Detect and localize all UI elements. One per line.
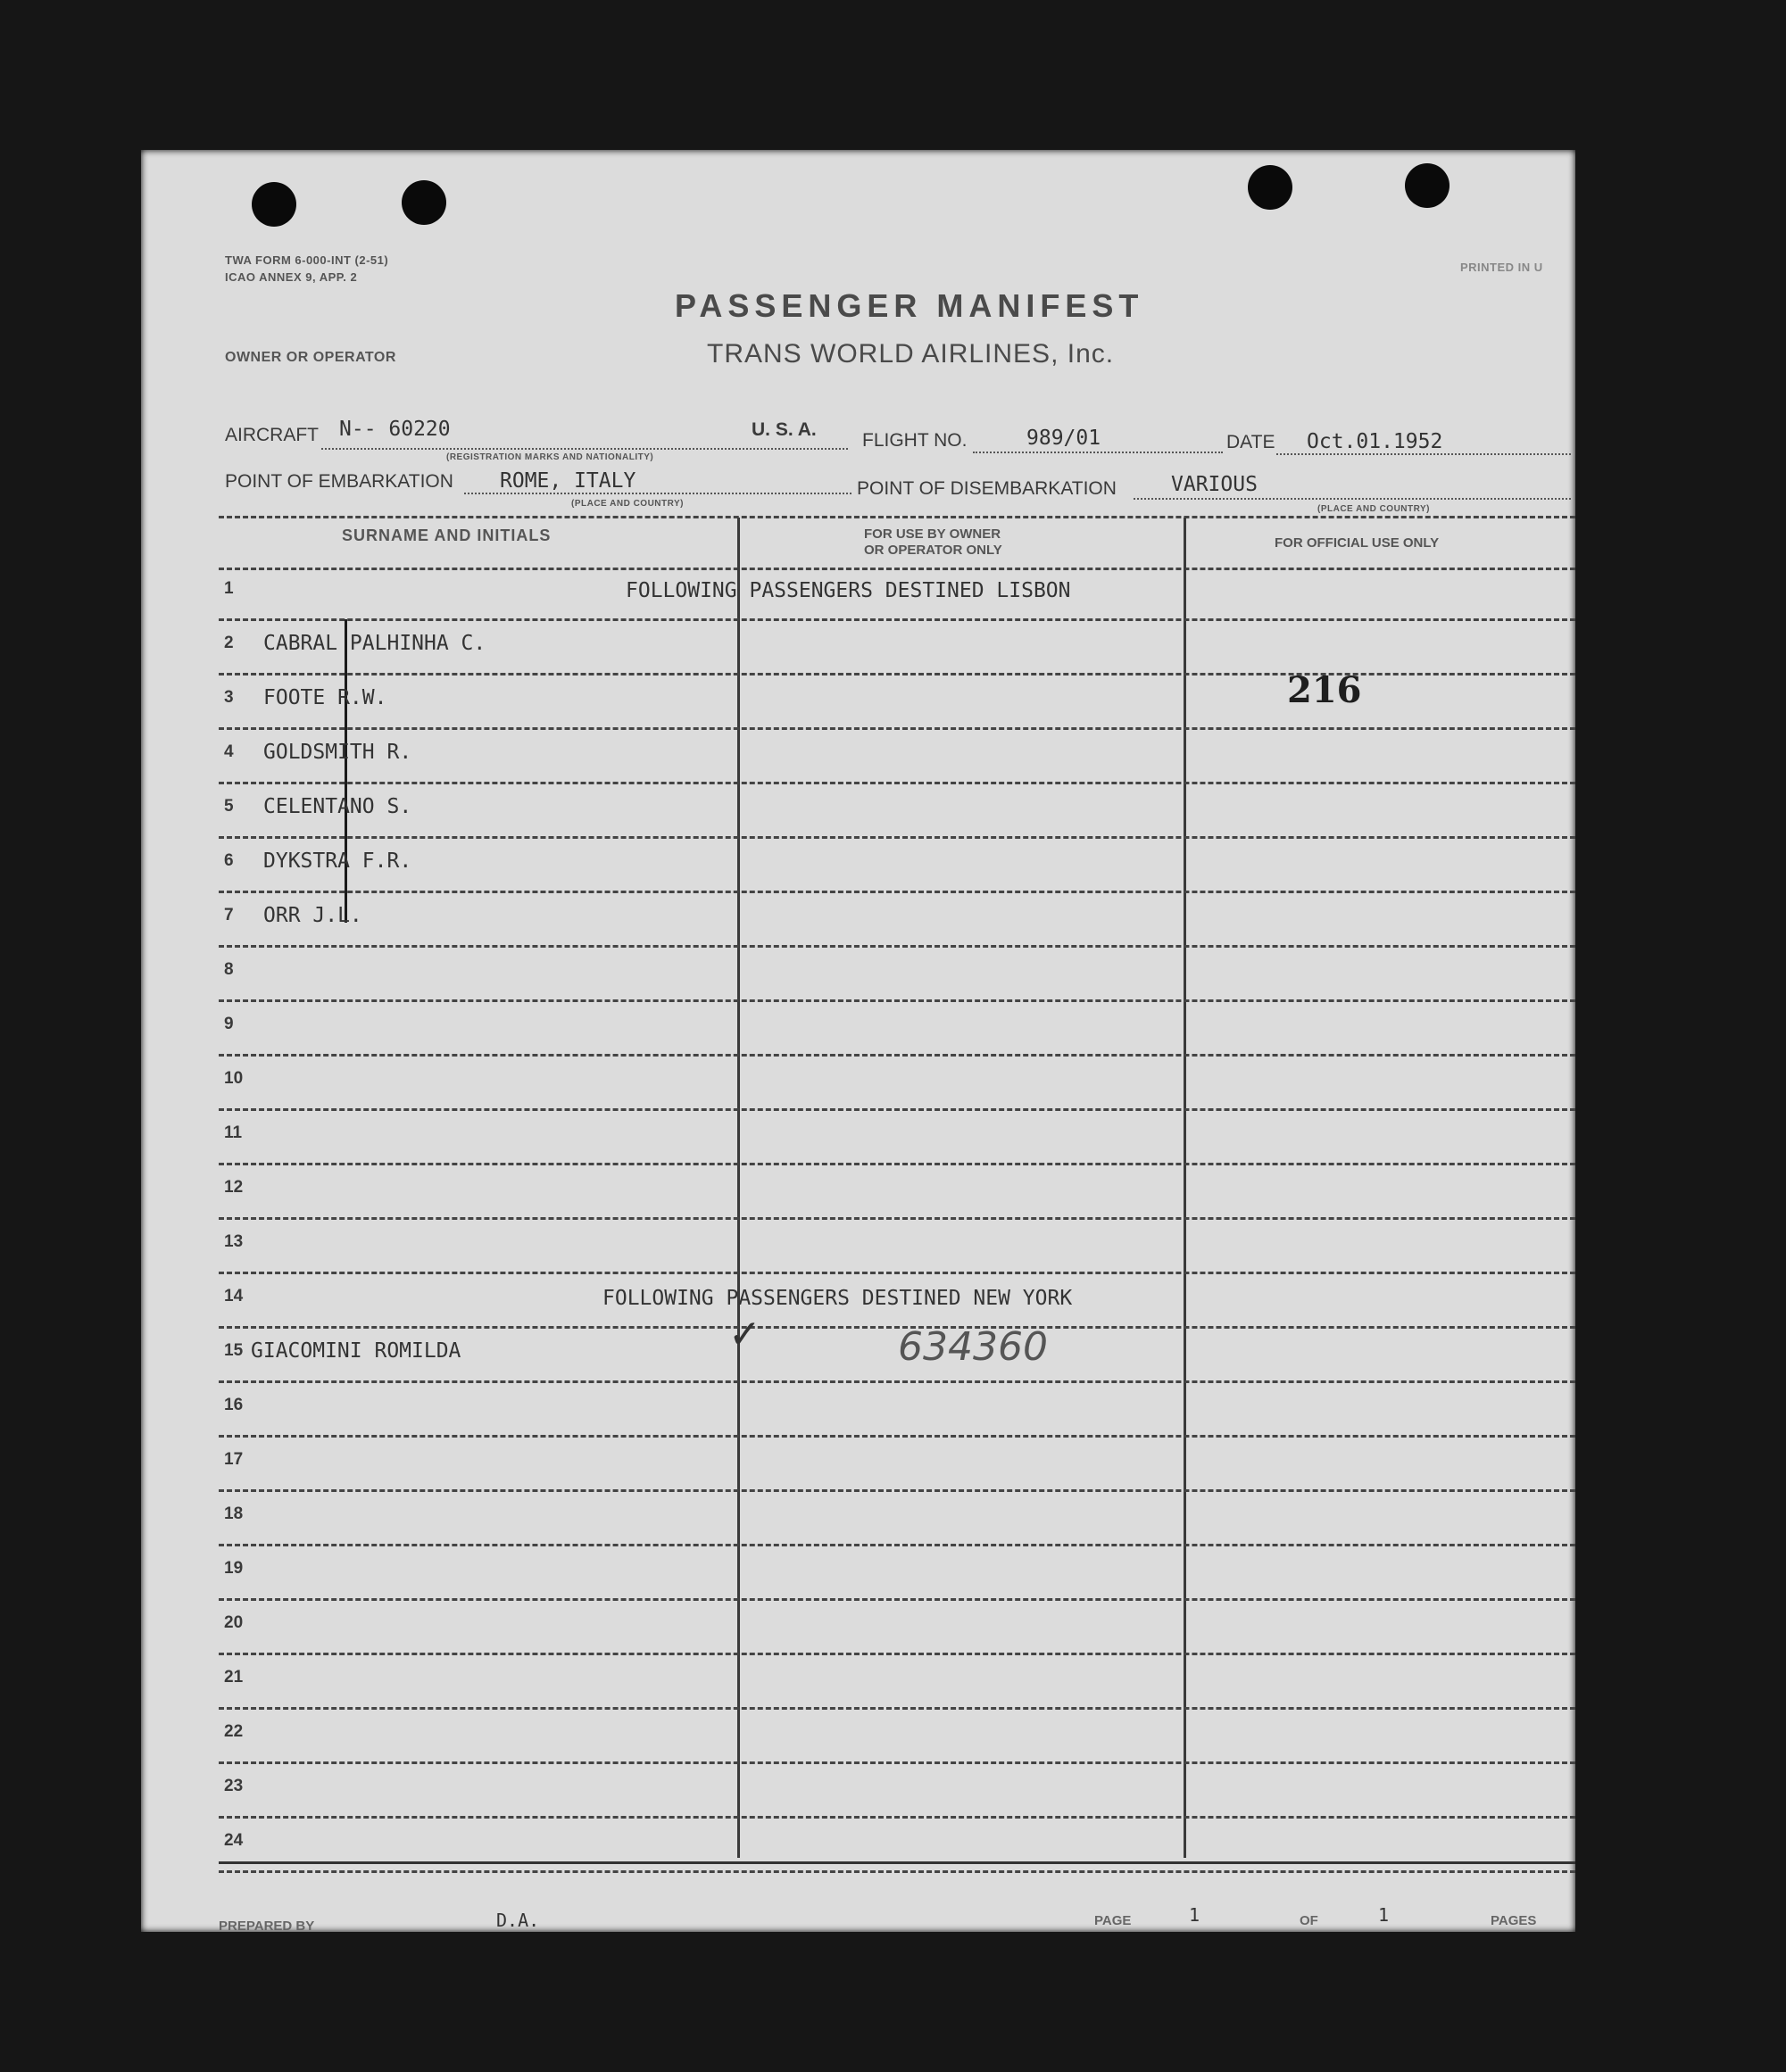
row-number: 3 (224, 688, 234, 707)
table-row (219, 1764, 1575, 1819)
row-number: 20 (224, 1613, 244, 1632)
disembarkation-label: POINT OF DISEMBARKATION (857, 478, 1117, 499)
punch-hole (252, 182, 296, 227)
row-number: 24 (224, 1831, 244, 1850)
destination-note: FOLLOWING PASSENGERS DESTINED NEW YORK (602, 1287, 1073, 1310)
disembarkation-caption: (PLACE AND COUNTRY) (1317, 504, 1430, 514)
row-number: 2 (224, 634, 234, 652)
column-surname: SURNAME AND INITIALS (342, 526, 552, 544)
passenger-name: ORR J.L. (263, 904, 362, 927)
passenger-name: FOOTE R.W. (263, 686, 387, 709)
table-row (219, 730, 1575, 784)
table-row (219, 893, 1575, 948)
passenger-name: CABRAL PALHINHA C. (263, 632, 486, 655)
owner-value: TRANS WORLD AIRLINES, Inc. (707, 339, 1115, 369)
punch-hole (402, 180, 446, 225)
passenger-name: DYKSTRA F.R. (263, 850, 412, 873)
row-number: 5 (224, 797, 234, 816)
table-row (219, 948, 1575, 1002)
embarkation-underline (464, 493, 851, 494)
row-number: 23 (224, 1777, 244, 1795)
table-row (219, 567, 1575, 621)
usa-label: U. S. A. (752, 419, 817, 440)
table-row (219, 1710, 1575, 1764)
row-number: 7 (224, 906, 234, 924)
form-code: TWA FORM 6-000-INT (2-51) (225, 253, 389, 267)
page-label: PAGE (1094, 1913, 1132, 1928)
row-number: 4 (224, 742, 234, 761)
row-number: 13 (224, 1232, 244, 1251)
destination-note: FOLLOWING PASSENGERS DESTINED LISBON (626, 579, 1071, 602)
table-row (219, 1655, 1575, 1710)
punch-hole (1248, 165, 1292, 210)
column-owner-use-2: OR OPERATOR ONLY (864, 543, 1002, 558)
embarkation-caption: (PLACE AND COUNTRY) (571, 499, 684, 509)
passenger-name: CELENTANO S. (263, 795, 412, 818)
row-number: 11 (224, 1123, 243, 1142)
table-row (219, 1819, 1575, 1873)
table-row (219, 784, 1575, 839)
handwritten-check: ✓ (728, 1312, 761, 1357)
page-title: PASSENGER MANIFEST (675, 287, 1144, 324)
table-row (219, 1165, 1575, 1220)
form-annex: ICAO ANNEX 9, APP. 2 (225, 270, 358, 284)
date-label: DATE (1226, 432, 1275, 452)
prepared-label: PREPARED BY (219, 1919, 315, 1934)
flight-underline (973, 452, 1223, 453)
aircraft-value: N-- 60220 (339, 418, 451, 441)
table-row (219, 1274, 1575, 1329)
row-number: 6 (224, 851, 234, 870)
row-number: 15 (224, 1341, 244, 1360)
table-row (219, 1601, 1575, 1655)
table-row (219, 1492, 1575, 1546)
prepared-value: D.A. (496, 1910, 540, 1931)
row-number: 8 (224, 960, 234, 979)
table-row (219, 1329, 1575, 1383)
row-number: 10 (224, 1069, 244, 1088)
pages-label: PAGES (1491, 1913, 1537, 1928)
owner-label: OWNER OR OPERATOR (225, 350, 396, 365)
registration-caption: (REGISTRATION MARKS AND NATIONALITY) (446, 452, 654, 462)
of-value: 1 (1378, 1904, 1390, 1926)
row-number: 14 (224, 1287, 244, 1305)
disembarkation-value: VARIOUS (1171, 473, 1258, 496)
punch-hole (1405, 163, 1450, 208)
row-number: 9 (224, 1015, 234, 1033)
passenger-name: GIACOMINI ROMILDA (251, 1339, 461, 1363)
row-rule (219, 1870, 1575, 1873)
table-row (219, 1111, 1575, 1165)
of-label: OF (1300, 1913, 1318, 1928)
date-value: Oct.01.1952 (1307, 430, 1443, 453)
embarkation-value: ROME, ITALY (500, 469, 636, 493)
row-number: 18 (224, 1504, 244, 1523)
table-row (219, 1220, 1575, 1274)
table-row (219, 1057, 1575, 1111)
table-row (219, 1438, 1575, 1492)
table-row (219, 1002, 1575, 1057)
aircraft-label: AIRCRAFT (225, 425, 319, 445)
table-row (219, 675, 1575, 730)
embarkation-label: POINT OF EMBARKATION (225, 471, 453, 492)
row-number: 12 (224, 1178, 244, 1197)
disembarkation-underline (1134, 498, 1571, 500)
table-row (219, 839, 1575, 893)
aircraft-underline (321, 448, 848, 450)
row-number: 16 (224, 1396, 244, 1414)
handwritten-number: 634360 (898, 1324, 1048, 1370)
column-owner-use-1: FOR USE BY OWNER (864, 526, 1001, 542)
row-number: 1 (224, 579, 234, 598)
table-row (219, 1546, 1575, 1601)
flight-label: FLIGHT NO. (862, 430, 968, 451)
row-number: 17 (224, 1450, 244, 1469)
row-number: 21 (224, 1668, 244, 1687)
page-value: 1 (1189, 1904, 1200, 1926)
header-rule (219, 516, 1575, 518)
column-official-use: FOR OFFICIAL USE ONLY (1275, 535, 1440, 551)
flight-value: 989/01 (1026, 427, 1101, 450)
date-underline (1276, 453, 1571, 455)
row-number: 19 (224, 1559, 244, 1578)
table-row (219, 621, 1575, 675)
row-number: 22 (224, 1722, 244, 1741)
table-row (219, 1383, 1575, 1438)
stamp-number: 216 (1287, 669, 1362, 711)
footer-rule (219, 1861, 1575, 1864)
passenger-name: GOLDSMITH R. (263, 741, 412, 764)
printed-note: PRINTED IN U (1460, 261, 1543, 274)
